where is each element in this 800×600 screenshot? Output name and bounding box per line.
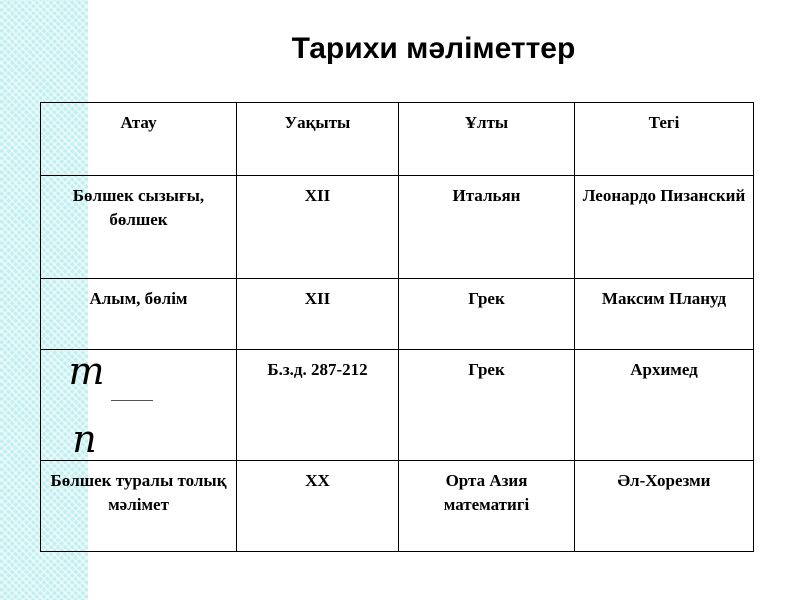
cell-name: Алым, бөлім [41,279,237,350]
cell-person: Архимед [575,350,754,461]
cell-time: Б.з.д. 287-212 [237,350,399,461]
header-cell-nation: Ұлты [399,103,575,176]
table-row [41,176,754,279]
fraction-numerator: m [68,349,105,393]
fraction-bar [111,400,153,401]
cell-person: Әл-Хорезми [575,461,754,552]
cell-nation: Итальян [399,176,575,279]
cell-time: XII [237,176,399,279]
cell-nation: Грек [399,350,575,461]
cell-person: Леонардо Пизанский [575,176,754,279]
header-cell-person: Тегі [575,103,754,176]
table-header-row [41,103,754,176]
page-title: Тарихи мәліметтер [291,32,576,65]
fraction-symbol [47,349,230,461]
cell-time: XII [237,279,399,350]
cell-time: XX [237,461,399,552]
header-cell-name: Атау [41,103,237,176]
cell-nation: Орта Азия математигі [399,461,575,552]
cell-name-fraction [41,350,237,461]
cell-nation: Грек [399,279,575,350]
table-row [41,350,754,461]
history-table [40,102,754,552]
table-row [41,279,754,350]
table-row [41,461,754,552]
cell-name: Бөлшек сызығы, бөлшек [41,176,237,279]
cell-name: Бөлшек туралы толық мәлімет [41,461,237,552]
header-cell-time: Уақыты [237,103,399,176]
fraction-denominator: n [72,417,97,461]
cell-person: Максим Плануд [575,279,754,350]
